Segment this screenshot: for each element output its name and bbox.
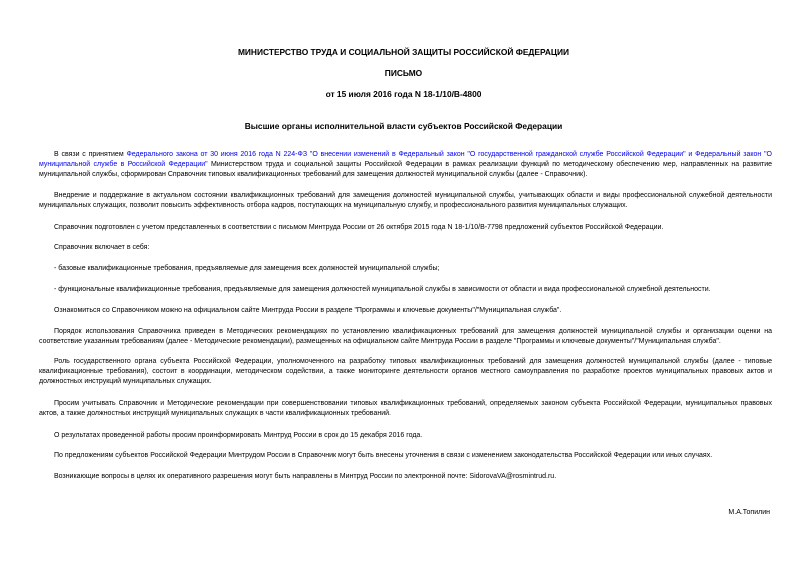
addressee: Высшие органы исполнительной власти субъектов Российской Федерации bbox=[244, 121, 563, 131]
list-item-basic-requirements: - базовые квалификационные требования, предъявляемые для замещения всех должностей муниципальной службы; bbox=[54, 265, 440, 272]
federal-law-link[interactable]: Федерального закона от 30 июня 2016 года N 224-ФЗ "О внесении изменений в Федеральный закон "О государственной гражданской службе Российской Федерации" и Федеральный закон "О муниципальной службе в Российской Федерации" bbox=[39, 151, 772, 168]
paragraph-includes: Справочник включает в себя: bbox=[54, 244, 150, 251]
paragraph-contact-email: Возникающие вопросы в целях их оперативного разрешения могут быть направлены в Минтруд России по электронной почте: SidorovaVA@rosmintrud.ru. bbox=[54, 473, 557, 480]
paragraph-prepared: Справочник подготовлен с учетом представленных в соответствии с письмом Минтруда России от 26 октября 2015 года N 18-1/10/В-7798 предложений субъектов Российской Федерации. bbox=[54, 224, 664, 231]
paragraph-updates: По предложениям субъектов Российской Федерации Минтрудом России в Справочник могут быть внесены уточнения в связи с изменением законодательства Российской Федерации или иных случаях. bbox=[54, 452, 713, 459]
document-date-number: от 15 июля 2016 года N 18-1/10/В-4800 bbox=[325, 89, 482, 99]
paragraph-website: Ознакомиться со Справочником можно на официальном сайте Минтруда России в разделе "Программы и ключевые документы"/"Муниципальная служба". bbox=[54, 307, 562, 314]
paragraph-intro bbox=[39, 150, 772, 180]
list-item-functional-requirements: - функциональные квалификационные требования, предъявляемые для замещения должностей муниципальной службы в зависимости от области и вида профессиональной служебной деятельности. bbox=[54, 286, 711, 293]
paragraph-usage-order: Порядок использования Справочника приведен в Методических рекомендациях по установлению квалификационных требований для замещения должностей муниципальной службы и организации оценки на соответствие указанным требованиям (далее - Методические рекомендации), размещенных на официальном сайте Минтруда России в разделе "Программы и ключевые документы"/"Муниципальная служба". bbox=[39, 328, 772, 345]
paragraph-results-deadline: О результатах проведенной работы просим проинформировать Минтруд России в срок до 15 декабря 2016 года. bbox=[54, 432, 423, 439]
ministry-title: МИНИСТЕРСТВО ТРУДА И СОЦИАЛЬНОЙ ЗАЩИТЫ РОССИЙСКОЙ ФЕДЕРАЦИИ bbox=[237, 47, 570, 57]
paragraph-request: Просим учитывать Справочник и Методические рекомендации при совершенствовании типовых квалификационных требований, определяемых законом субъекта Российской Федерации, муниципальных правовых актов, а также должностных инструкций муниципальных служащих в части квалификационных требований. bbox=[39, 400, 772, 417]
paragraph-implementation: Внедрение и поддержание в актуальном состоянии квалификационных требований для замещения должностей муниципальной службы, учитывающих области и виды профессиональной служебной деятельности муниципальных служащих, позволит повысить эффективность отбора кадров, поступающих на муниципальную службу, и профессионального развития муниципальных служащих. bbox=[39, 192, 772, 209]
intro-text-start: В связи с принятием bbox=[54, 151, 127, 158]
paragraph-role: Роль государственного органа субъекта Российской Федерации, уполномоченного на разработку типовых квалификационных требований для замещения должностей муниципальной службы (далее - типовые квалификационные требования), состоит в координации, методическом содействии, а также мониторинге деятельности органов местного самоуправления по разработке проектов муниципальных правовых актов и должностных инструкций муниципальных служащих. bbox=[39, 358, 772, 385]
signature: М.А.Топилин bbox=[728, 509, 770, 516]
document-type: ПИСЬМО bbox=[384, 68, 423, 78]
intro-text-end: Министерством труда и социальной защиты Российской Федерации в рамках реализации функций по методическому обеспечению мер, направленных на развитие муниципальной службы, сформирован Справочник типовых квалификационных требований для замещения должностей муниципальной службы (далее - Справочник). bbox=[39, 161, 773, 178]
